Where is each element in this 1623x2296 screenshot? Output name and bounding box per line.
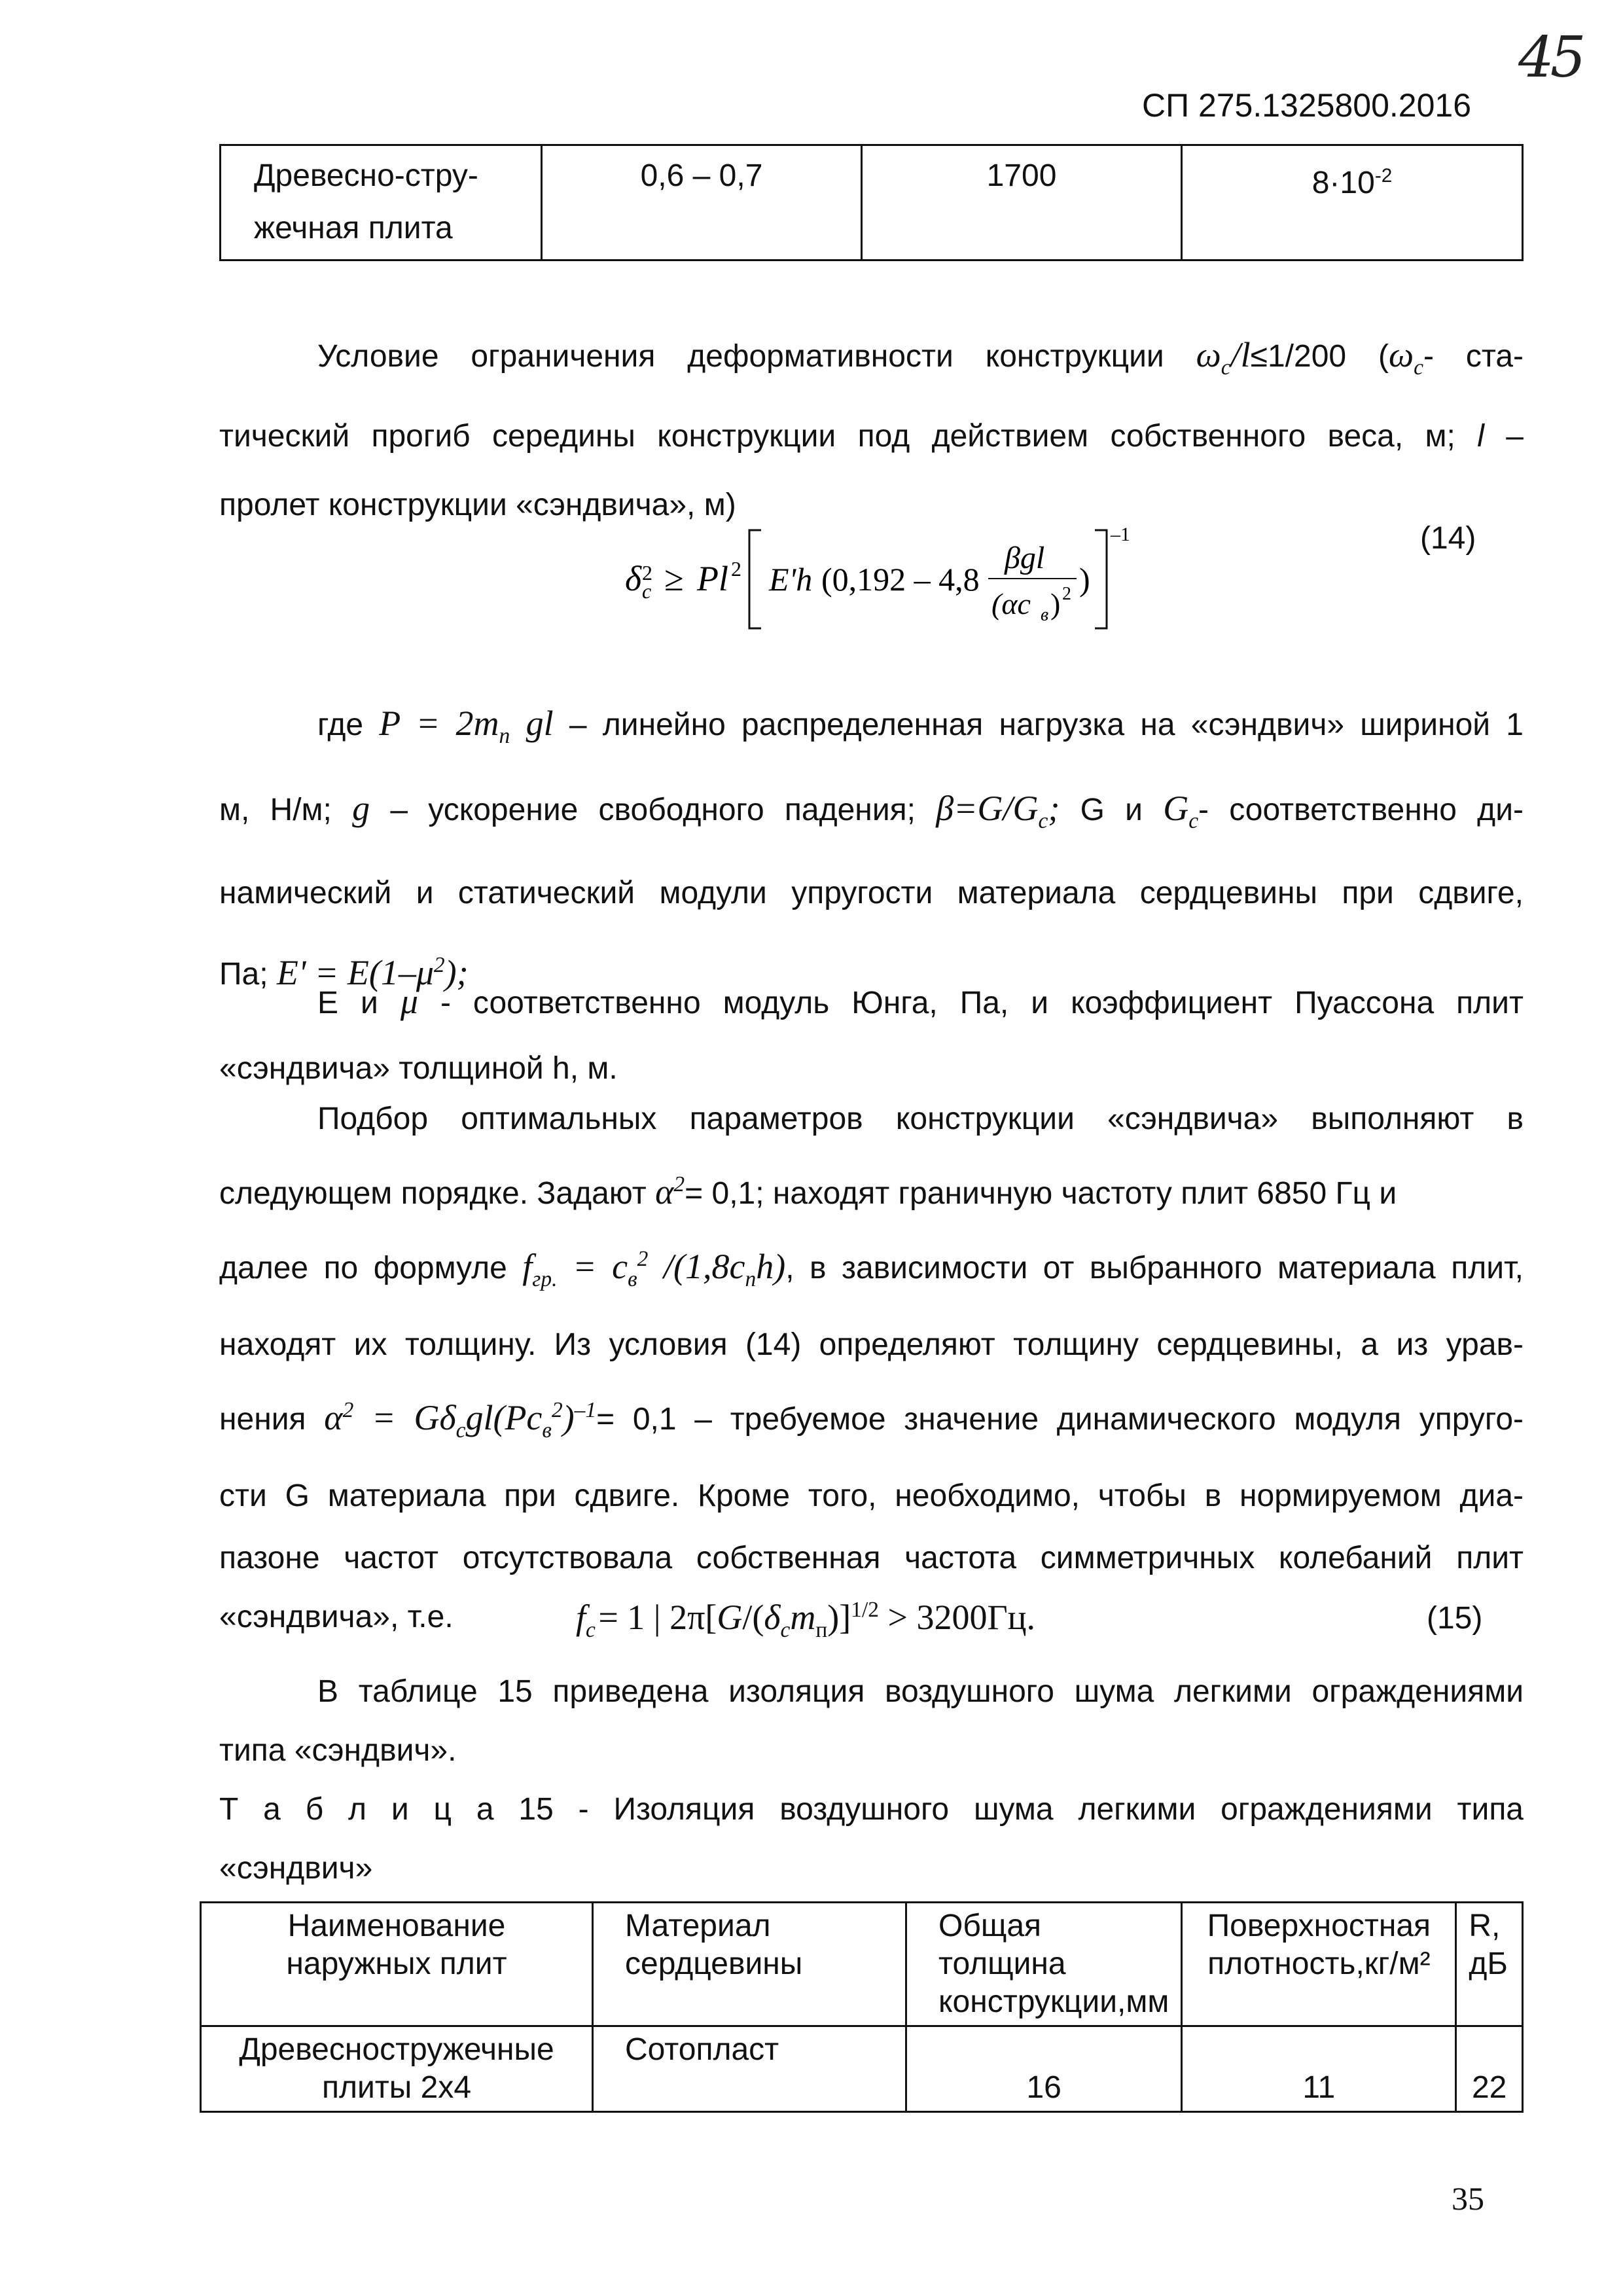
paragraph-table15-intro xyxy=(219,1662,1524,1780)
text-span: - соответственно ди- xyxy=(1198,792,1524,827)
table-cell xyxy=(1182,145,1523,260)
text-span: «сэндвича» толщиной h, м. xyxy=(219,1051,618,1086)
text-line xyxy=(219,857,1524,929)
table-header-cell xyxy=(1456,1903,1523,2026)
table-cell xyxy=(593,2026,906,2112)
svg-text:c: c xyxy=(642,579,652,603)
text-span: , в зависимости от выбранного материала плит, xyxy=(785,1251,1524,1285)
formula-f-gr: $f_{гр.} = c_в^2$ $/(1,8c_пh)$ xyxy=(522,1247,786,1291)
header-text: R, дБ xyxy=(1469,1909,1508,1981)
svg-text:): ) xyxy=(1079,561,1090,598)
formula-fc: $f_c$ xyxy=(576,1598,596,1642)
cell-text: жечная плита xyxy=(254,211,453,245)
equation-15 xyxy=(576,1597,1035,1643)
text-line xyxy=(219,1529,1524,1588)
cell-text: Древесностружечные плиты 2х4 xyxy=(239,2032,554,2105)
text-span: G и xyxy=(1080,792,1143,827)
text-span: Условие ограничения деформативности конструкции xyxy=(317,339,1164,374)
cell-text: Сотопласт xyxy=(625,2032,779,2067)
cell-text: 1700 xyxy=(986,158,1057,193)
text-line xyxy=(219,1721,1524,1780)
text-line xyxy=(219,1227,1524,1312)
formula-P: $P = 2m_п$ gl xyxy=(379,704,554,748)
formula-omega: $\omega_c$ xyxy=(1388,335,1423,380)
text-span: сти G материала при сдвиге. Кроме того, необходимо, чтобы в нормируемом диа- xyxy=(219,1478,1524,1513)
top-table xyxy=(219,144,1524,261)
text-line xyxy=(219,772,1524,857)
paragraph-deformation xyxy=(219,321,1524,539)
formula-omega-ratio: $\omega_c/l$ xyxy=(1196,335,1251,380)
text-span: – xyxy=(1506,418,1524,454)
equation-14 xyxy=(625,517,1214,635)
text-line xyxy=(219,321,1524,402)
header-text: Наименование наружных плит xyxy=(286,1909,507,1981)
text-span: типа «сэндвич». xyxy=(219,1733,457,1768)
svg-text:(0,192 – 4,8: (0,192 – 4,8 xyxy=(821,561,980,598)
text-line xyxy=(219,1312,1524,1378)
table-header-cell xyxy=(201,1903,593,2026)
cell-text: 22 xyxy=(1471,2070,1507,2105)
equation-14-svg xyxy=(625,517,1214,641)
cell-text: 8·10 xyxy=(1311,166,1375,200)
text-span: E и xyxy=(317,986,378,1020)
table-header-cell xyxy=(906,1903,1182,2026)
paragraph-selection xyxy=(219,1086,1524,1647)
text-line xyxy=(219,1086,1524,1152)
table-cell xyxy=(201,2026,593,2112)
formula-g: g xyxy=(352,788,370,828)
text-span: – ускорение свободного падения; xyxy=(390,792,916,827)
text-span: нения xyxy=(219,1401,306,1437)
table-cell xyxy=(862,145,1182,260)
text-span: Па; xyxy=(219,956,268,992)
svg-text:): ) xyxy=(1050,587,1061,620)
table-cell xyxy=(1456,2026,1523,2112)
table-cell xyxy=(542,145,862,260)
text-line xyxy=(219,1780,1524,1839)
text-span: = 0,1 – требуемое значение динамического модуля упруго- xyxy=(596,1401,1524,1437)
text-span: тический прогиб середины конструкции под действием собственного веса, м; xyxy=(219,418,1455,454)
text-line xyxy=(219,1152,1524,1227)
paragraph-e-mu xyxy=(219,969,1524,1102)
text-line xyxy=(219,969,1524,1036)
equation-15-number: (15) xyxy=(1427,1601,1483,1636)
text-span: - ста- xyxy=(1423,339,1524,374)
formula-E-prime: $E' = E(1-\mu^2)$; xyxy=(276,952,469,992)
text-span: находят их толщину. Из условия (14) определяют толщину сердцевины, а из урав- xyxy=(219,1327,1524,1362)
text-span: пазоне частот отсутствовала собственная частота симметричных колебаний плит xyxy=(219,1540,1524,1575)
svg-text:2: 2 xyxy=(642,561,652,584)
text-span: «сэндвича», т.е. xyxy=(219,1599,454,1634)
svg-text:в: в xyxy=(1041,605,1049,625)
handwritten-page-number: 45 xyxy=(1518,25,1582,90)
text-line xyxy=(219,1463,1524,1529)
text-span: = 0,1; находят граничную частоту плит 6850 Гц и xyxy=(685,1176,1397,1211)
formula-mu: μ xyxy=(400,982,418,1021)
formula-fc-rhs: = 1 | $2\pi[G/(\delta_cm_п)]^{1/2} > 3200Гц$. xyxy=(598,1598,1036,1642)
text-line xyxy=(219,1662,1524,1721)
cell-text: 16 xyxy=(1026,2070,1061,2105)
text-span: Подбор оптимальных параметров конструкции «сэндвича» выполняют в xyxy=(317,1102,1524,1136)
cell-text: 11 xyxy=(1302,2070,1336,2105)
svg-text:Pl: Pl xyxy=(697,559,728,598)
table15-caption xyxy=(219,1780,1524,1898)
paragraph-where xyxy=(219,687,1524,1011)
table-row xyxy=(221,145,1523,260)
table-header-row xyxy=(201,1903,1523,2026)
text-line xyxy=(219,1839,1524,1898)
svg-text:E'h: E'h xyxy=(769,561,813,598)
formula-alpha-sq: $\alpha^2$ xyxy=(655,1172,685,1211)
text-span: - соответственно модуль Юнга, Па, и коэффициент Пуассона плит xyxy=(440,986,1524,1020)
equation-14-number: (14) xyxy=(1420,521,1476,556)
text-span: намический и статический модули упругости материала сердцевины при сдвиге, xyxy=(219,875,1524,910)
svg-text:δ: δ xyxy=(625,559,642,598)
text-span: ≤1/200 ( xyxy=(1250,339,1389,374)
text-span: Т а б л и ц а 15 - Изоляция воздушного шума легкими ограждениями типа xyxy=(219,1792,1524,1827)
formula-Gc: $G_c$ xyxy=(1163,788,1199,833)
text-span: пролет конструкции «сэндвича», м) xyxy=(219,487,736,522)
table-cell xyxy=(1182,2026,1456,2112)
formula-beta: $\beta=G/G_c$; xyxy=(936,788,1060,833)
cell-text: Древесно-стру- xyxy=(254,158,478,193)
text-span: где xyxy=(317,708,364,742)
svg-text:≥: ≥ xyxy=(664,559,684,598)
text-l: l xyxy=(1477,418,1484,454)
formula-alpha-eq: $\alpha^2 = G\delta_cgl(Pc_в^2)^{-1}$ xyxy=(324,1397,597,1443)
svg-text:βgl: βgl xyxy=(1005,541,1045,575)
table-cell xyxy=(906,2026,1182,2112)
svg-text:–1: –1 xyxy=(1111,524,1130,545)
header-text: Общая толщина конструкции,мм xyxy=(938,1909,1169,2019)
text-line xyxy=(219,402,1524,471)
table-row xyxy=(201,2026,1523,2112)
svg-text:(αc: (αc xyxy=(991,587,1031,620)
text-line xyxy=(219,1378,1524,1463)
header-text: Материал сердцевины xyxy=(625,1909,803,1981)
table-cell-name xyxy=(221,145,542,260)
table-header-cell xyxy=(1182,1903,1456,2026)
table-header-cell xyxy=(593,1903,906,2026)
cell-text: 0,6 – 0,7 xyxy=(640,158,763,193)
header-text: Поверхностная плотность,кг/м² xyxy=(1207,1909,1431,1981)
document-code: СП 275.1325800.2016 xyxy=(1142,87,1472,124)
cell-exponent: -2 xyxy=(1374,165,1393,187)
text-span: далее по формуле xyxy=(219,1251,507,1285)
text-span: следующем порядке. Задают xyxy=(219,1176,647,1211)
text-span: – линейно распределенная нагрузка на «сэндвич» шириной 1 xyxy=(569,708,1524,742)
text-line xyxy=(219,687,1524,772)
text-span: «сэндвич» xyxy=(219,1851,373,1886)
page-number: 35 xyxy=(1452,2180,1484,2217)
text-span: В таблице 15 приведена изоляция воздушного шума легкими ограждениями xyxy=(317,1674,1524,1709)
text-span: м, Н/м; xyxy=(219,792,332,827)
table-15 xyxy=(200,1901,1524,2113)
svg-text:2: 2 xyxy=(1062,584,1071,604)
svg-text:2: 2 xyxy=(731,557,741,581)
